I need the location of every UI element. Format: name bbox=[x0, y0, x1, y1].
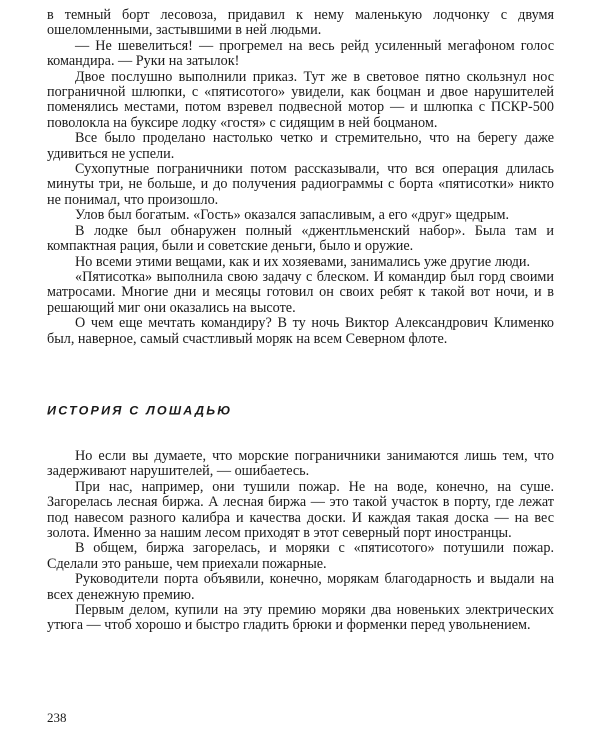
paragraph: В общем, биржа загорелась, и моряки с «пятисотого» потушили пожар. Сделали это раньше, чем приехали пожарные. bbox=[47, 540, 554, 572]
paragraph: — Не шевелиться! — прогремел на весь рейд усиленный мегафоном голос командира. — Руки на затылок! bbox=[47, 37, 554, 70]
paragraph: При нас, например, они тушили пожар. Не на воде, конечно, на суше. Загорелась лесная биржа. А лесная биржа — это такой участок в порту, где лежат под навесом разного калибра и качества доски. И каждая такая доска — на вес золота. Именно за нашим лесом приходят в этот северный порт иностранцы. bbox=[47, 478, 554, 541]
section-continued-story bbox=[47, 8, 554, 347]
paragraph: в темный борт лесовоза, придавил к нему маленькую лодчонку с двумя ошеломленными, застывшими в ней людьми. bbox=[47, 7, 554, 39]
paragraph: «Пятисотка» выполнила свою задачу с блеском. И командир был горд своими матросами. Многие дни и месяцы готовил он своих ребят к такой вот ночи, и в решающий миг они оказались на высоте. bbox=[47, 268, 554, 316]
paragraph: О чем еще мечтать командиру? В ту ночь Виктор Александрович Клименко был, наверное, самый счастливый моряк на всем Северном флоте. bbox=[47, 315, 554, 347]
paragraph: Но если вы думаете, что морские пограничники занимаются лишь тем, что задерживают нарушителей, — ошибаетесь. bbox=[47, 447, 554, 480]
paragraph: Сухопутные пограничники потом рассказывали, что вся операция длилась минуты три, не больше, и до получения радиограммы с борта «пятисотки» никто не понимал, что произошло. bbox=[47, 161, 554, 208]
paragraph: Первым делом, купили на эту премию моряки два новеньких электрических утюга — чтоб хорошо и быстро гладить брюки и форменки перед увольнением. bbox=[47, 602, 554, 634]
paragraph: В лодке был обнаружен полный «джентльменский набор». Была там и компактная рация, были и советские деньги, было и оружие. bbox=[47, 222, 554, 255]
section-horse-story bbox=[47, 449, 554, 634]
paragraph: Руководители порта объявили, конечно, морякам благодарность и выдали на всех денежную премию. bbox=[47, 571, 554, 603]
paragraph: Улов был богатым. «Гость» оказался запасливым, а его «друг» щедрым. bbox=[75, 207, 510, 224]
page-number: 238 bbox=[47, 710, 67, 725]
paragraph: Но всеми этими вещами, как и их хозяевами, занимались уже другие люди. bbox=[75, 253, 531, 270]
paragraph: Все было проделано настолько четко и стремительно, что на берегу даже удивиться не успели. bbox=[47, 130, 554, 162]
section-heading: ИСТОРИЯ С ЛОШАДЬЮ bbox=[47, 403, 233, 418]
paragraph: Двое послушно выполнили приказ. Тут же в световое пятно скользнул нос пограничной шлюпки, с «пятисотого» увидели, как боцман и двое нарушителей поменялись местами, потом взревел подвесной мотор — и шлюпка с ПСКР-500 поволокла на буксире лодку «гостя» с сидящим в ней боцманом. bbox=[47, 68, 554, 131]
